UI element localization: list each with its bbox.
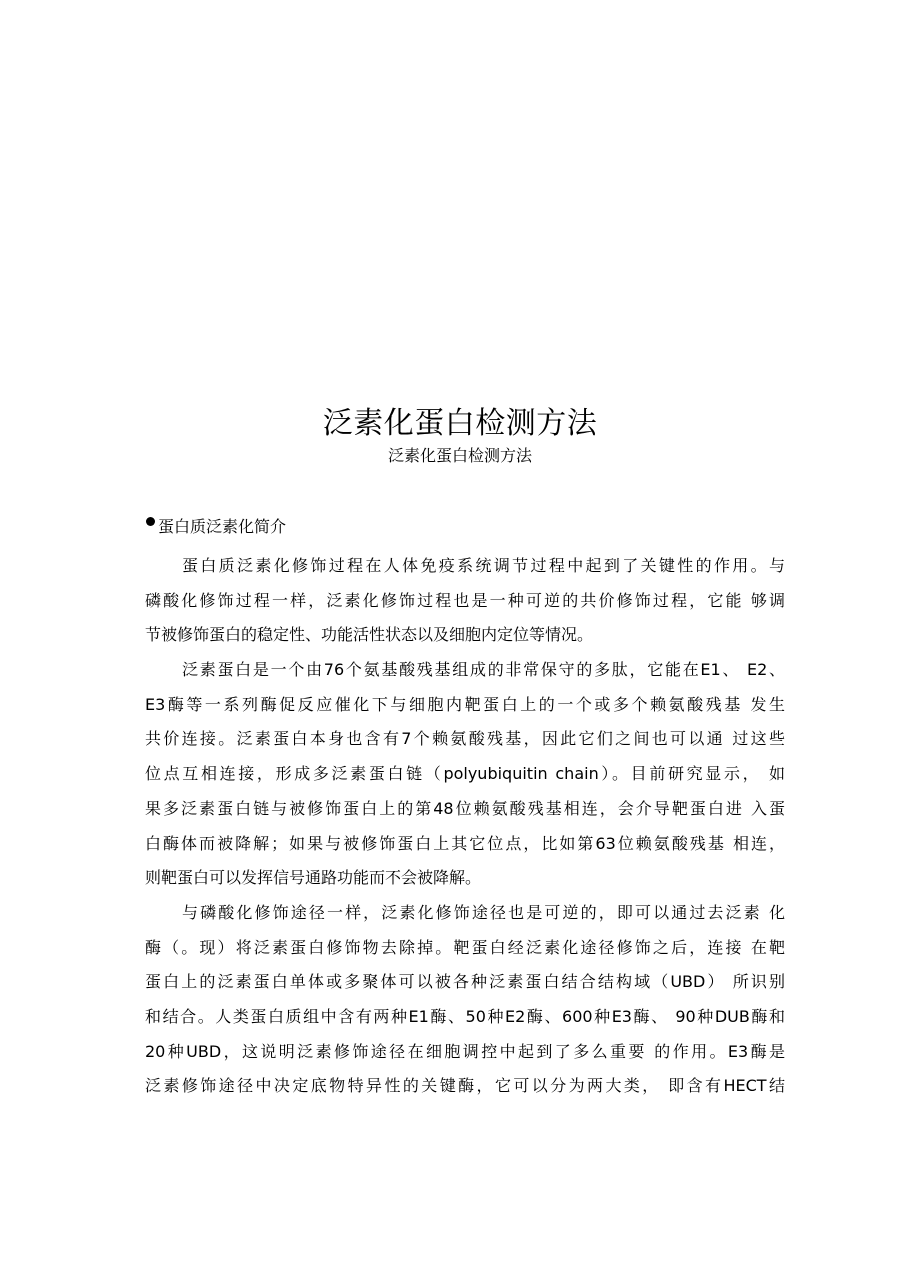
paragraph-2-line: 则靶蛋白可以发挥信号通路功能而不会被降解。 xyxy=(145,868,482,888)
paragraph-3-line: 与磷酸化修饰途径一样，泛素化修饰途径也是可逆的，即可以通过去泛素 化 xyxy=(182,902,785,922)
paragraph-2-line: 白酶体而被降解；如果与被修饰蛋白上其它位点，比如第63位赖氨酸残基 相连， xyxy=(145,833,785,853)
paragraph-3-line: 和结合。人类蛋白质组中含有两种E1酶、50种E2酶、600种E3酶、 90种DUB酶和 xyxy=(145,1006,785,1026)
paragraph-3-line: 20种UBD，这说明泛素修饰途径在细胞调控中起到了多么重要 的作用。E3酶是 xyxy=(145,1041,785,1061)
paragraph-2-line: 共价连接。泛素蛋白本身也含有7个赖氨酸残基，因此它们之间也可以通 过这些 xyxy=(145,729,785,749)
paragraph-1-line: 节被修饰蛋白的稳定性、功能活性状态以及细胞内定位等情况。 xyxy=(145,625,594,645)
document-title: 泛素化蛋白检测方法 xyxy=(322,406,598,441)
paragraph-3-line: 蛋白上的泛素蛋白单体或多聚体可以被各种泛素蛋白结合结构域（UBD） 所识别 xyxy=(145,972,785,992)
paragraph-2-line: E3酶等一系列酶促反应催化下与细胞内靶蛋白上的一个或多个赖氨酸残基 发生 xyxy=(145,694,785,714)
document-body xyxy=(145,549,785,1104)
paragraph-2-line: 果多泛素蛋白链与被修饰蛋白上的第48位赖氨酸残基相连，会介导靶蛋白进 入蛋 xyxy=(145,798,785,818)
paragraph-2-line: 泛素蛋白是一个由76个氨基酸残基组成的非常保守的多肽，它能在E1、 E2、 xyxy=(182,660,785,680)
bullet-icon xyxy=(146,517,155,526)
paragraph-3-line: 泛素修饰途径中决定底物特异性的关键酶，它可以分为两大类， 即含有HECT结 xyxy=(145,1076,785,1096)
paragraph-1-line: 磷酸化修饰过程一样，泛素化修饰过程也是一种可逆的共价修饰过程，它能 够调 xyxy=(145,590,785,610)
section-heading-text: 蛋白质泛素化简介 xyxy=(158,517,287,536)
document-subtitle: 泛素化蛋白检测方法 xyxy=(387,446,532,465)
paragraph-1-line: 蛋白质泛素化修饰过程在人体免疫系统调节过程中起到了关键性的作用。与 xyxy=(182,556,785,575)
section-heading xyxy=(146,512,286,542)
paragraph-2-line: 位点互相连接，形成多泛素蛋白链（polyubiquitin chain）。目前研究显示， 如 xyxy=(145,764,785,784)
paragraph-3-line: 酶（。现）将泛素蛋白修饰物去除掉。靶蛋白经泛素化途径修饰之后，连接 在靶 xyxy=(145,937,785,957)
